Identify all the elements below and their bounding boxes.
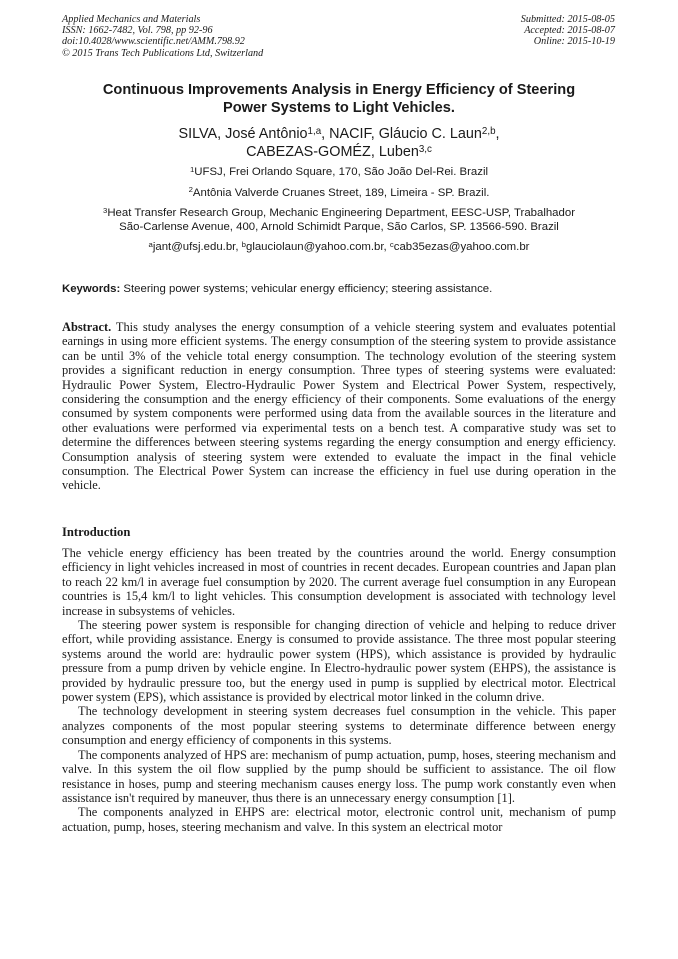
email-a[interactable]: jant@ufsj.edu.br, xyxy=(152,241,242,253)
abstract xyxy=(62,320,616,493)
title-line-1: Continuous Improvements Analysis in Energy Efficiency of Steering xyxy=(102,82,576,98)
author-2: , NACIF, Gláucio C. Laun xyxy=(321,126,482,142)
email-b[interactable]: glauciolaun@yahoo.com.br, xyxy=(245,241,390,253)
affiliation-2-number: 2 xyxy=(188,185,193,195)
keywords-text: Steering power systems; vehicular energy efficiency; steering assistance. xyxy=(120,283,493,295)
author-list xyxy=(62,125,616,161)
affiliation-2 xyxy=(62,187,616,201)
affiliation-1 xyxy=(62,166,616,180)
authors-line-2 xyxy=(62,143,616,161)
affiliation-1-text: UFSJ, Frei Orlando Square, 170, São João Del-Rei. Brazil xyxy=(194,166,489,178)
journal-header-left xyxy=(62,14,263,59)
online-date: Online: 2015-10-19 xyxy=(533,36,615,48)
email-c[interactable]: cab35ezas@yahoo.com.br xyxy=(393,241,530,253)
email-c-sup: c xyxy=(389,239,394,249)
affiliation-3-text-1: Heat Transfer Research Group, Mechanic Engineering Department, EESC-USP, Trabalhador xyxy=(107,207,575,219)
author-2-sup: 2,b xyxy=(481,125,496,137)
doi-line: doi:10.4028/www.scientific.net/AMM.798.92 xyxy=(62,36,245,48)
affiliation-3 xyxy=(62,207,616,234)
affiliation-3-number: 3 xyxy=(103,205,108,215)
intro-paragraph-3: The technology development in steering system decreases fuel consumption in the vehicle. This paper analyzes components of the most popular steering systems to determinate difference between energy consumption and energy efficiency of components in this systems. xyxy=(62,704,616,748)
intro-paragraph-4: The components analyzed of HPS are: mechanism of pump actuation, pump, hoses, steering mechanism and valve. In this system the oil flow supplied by the pump should be sufficient to assistance. The oil flow resistance in hoses, pump and steering mechanism causes energy loss. The pump work constantly even when assistance isn't required by maneuver, thus there is an unnecessary energy consumption [1]. xyxy=(62,747,616,805)
author-1: SILVA, José Antônio xyxy=(178,126,308,142)
intro-paragraph-2: The steering power system is responsible for changing direction of vehicle and helping to reduce driver effort, while providing assistance. Energy is consumed to provide assistance. The three most popular steering systems around the world are: hydraulic power system (HPS), which assistance is provided by hydraulic pressure from a pump driven by vehicle engine. In Electro-hydraulic power system (EHPS), the assistance is provided by hydraulic pressure too, but the energy used in pump is supplied by electrical motor. Electrical power system (EPS), which assistance is provided by electrical motor linked in the column drive. xyxy=(62,618,616,705)
journal-name: Applied Mechanics and Materials xyxy=(62,14,201,25)
author-3: CABEZAS-GOMÉZ, Luben xyxy=(246,144,419,160)
author-sep: , xyxy=(495,126,500,142)
affiliations xyxy=(62,166,616,262)
abstract-text: This study analyses the energy consumption of a vehicle steering system and evaluates potential earnings in using more efficient systems. The energy consumption of the steering system to provide assistance can be until 3% of the vehicle total energy consumption. The technology evolution of the steering system provides a significant reduction in energy consumption. Three types of steering systems were evaluated: Hydraulic Power System, Electro-Hydraulic Power System and Electrical Power System, respectively, considering the consumption and the energy efficiency of their components. Some evaluations of the energy consumed by system components were performed using data from the available sources in the literature and other evaluations were performed via experimental tests on a bench test. A comparative study was set to determine the differences between steering systems regarding the energy consumption and energy efficiency. Consumption analysis of steering system were extended to evaluate the impact in the final vehicle consumption. The Electrical Power System can increase the efficiency in fuel use during operation in the vehicle. xyxy=(62,320,616,493)
affiliation-3-line-1 xyxy=(62,207,616,221)
email-a-sup: a xyxy=(148,239,153,249)
authors-line-1 xyxy=(62,125,616,143)
intro-paragraph-5: The components analyzed in EHPS are: electrical motor, electronic control unit, mechanism of pump actuation, pump, hoses, steering mechanism and valve. In this system an electrical motor xyxy=(62,805,616,834)
submitted-date: Submitted: 2015-08-05 xyxy=(520,14,615,25)
issn-line: ISSN: 1662-7482, Vol. 798, pp 92-96 xyxy=(62,25,213,37)
affiliation-3-line-2: São-Carlense Avenue, 400, Arnold Schimidt Parque, São Carlos, SP. 13566-590. Brazil xyxy=(119,220,559,233)
journal-header-right xyxy=(521,14,615,48)
author-1-sup: 1,a xyxy=(307,125,322,137)
introduction-heading: Introduction xyxy=(62,525,131,539)
title-line-2: Power Systems to Light Vehicles. xyxy=(223,100,455,116)
accepted-date: Accepted: 2015-08-07 xyxy=(524,25,615,37)
paper-title xyxy=(62,81,616,117)
affiliation-2-text: Antônia Valverde Cruanes Street, 189, Limeira - SP. Brazil. xyxy=(192,186,490,199)
email-line xyxy=(62,241,616,255)
abstract-label: Abstract. xyxy=(62,320,112,334)
copyright-line: © 2015 Trans Tech Publications Ltd, Switzerland xyxy=(62,47,264,59)
keywords xyxy=(62,282,616,296)
intro-paragraph-1: The vehicle energy efficiency has been treated by the countries around the world. Energy consumption efficiency in light vehicles increased in most of countries in recent decades. European countries and Japan plan to reach 22 km/l in average fuel consumption by 2020. The current average fuel consumption in any European countries is 15,4 km/l to light vehicles. This consumption development is associated with technology level increase in subsystems of vehicles. xyxy=(62,546,616,618)
email-b-sup: b xyxy=(241,239,246,249)
affiliation-1-number: 1 xyxy=(189,164,195,174)
introduction-body xyxy=(62,546,616,834)
author-3-sup: 3,c xyxy=(418,143,432,155)
keywords-label: Keywords: xyxy=(62,283,121,295)
